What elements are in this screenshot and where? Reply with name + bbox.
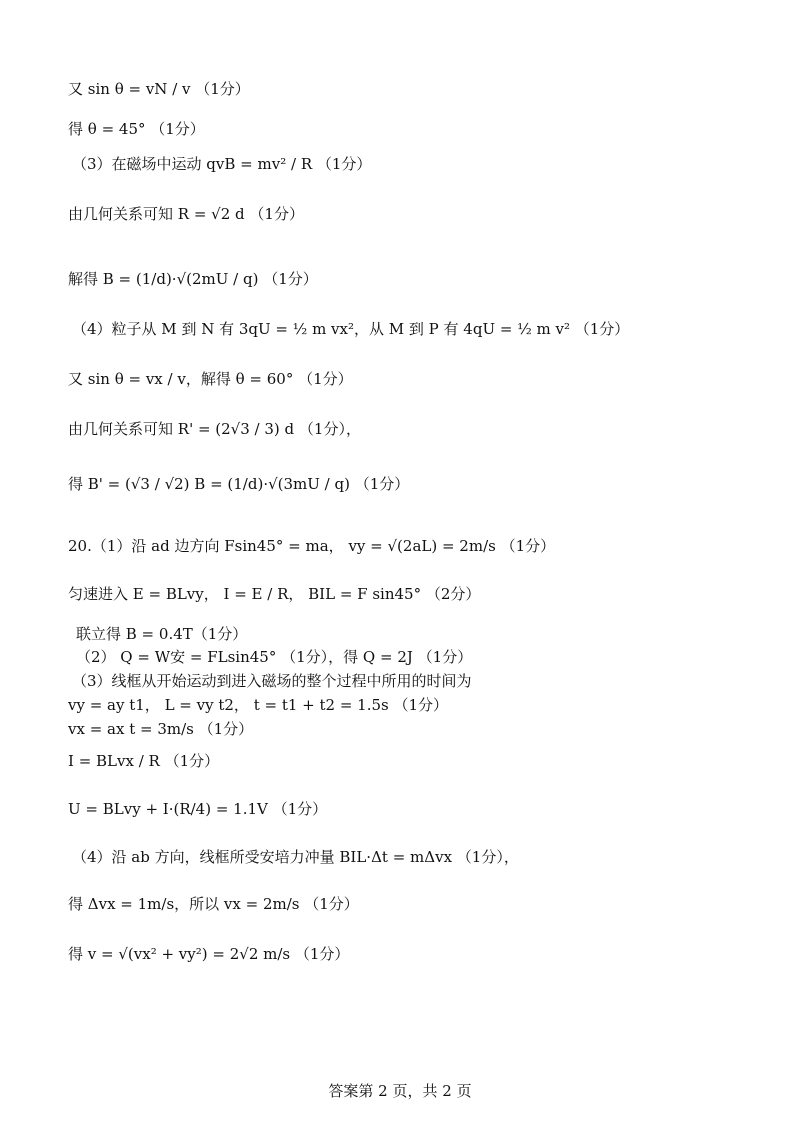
line-q20-part1: 20.（1）沿 ad 边方向 Fsin45° = ma， vy = √(2aL) = 2m/s （1分）: [68, 537, 556, 555]
line-solve-B: 解得 B = (1/d)·√(2mU / q) （1分）: [68, 270, 318, 288]
line-voltage-U: U = BLvy + I·(R/4) = 1.1V （1分）: [68, 800, 328, 818]
line-uniform-entry: 匀速进入 E = BLvy， I = E / R， BIL = F sin45° （2分）: [68, 585, 481, 603]
line-vx-3: vx = ax t = 3m/s （1分）: [68, 720, 254, 738]
line-part4-impulse: （4）沿 ab 方向，线框所受安培力冲量 BIL·Δt = mΔvx （1分），: [72, 848, 519, 866]
line-time-eqs: vy = ay t1， L = vy t2， t = t1 + t2 = 1.5s （1分）: [68, 696, 449, 714]
line-part4-energy: （4）粒子从 M 到 N 有 3qU = ½ m vx²，从 M 到 P 有 4qU = ½ m v² （1分）: [72, 320, 630, 338]
line-R-prime: 由几何关系可知 R' = (2√3 / 3) d （1分），: [68, 420, 361, 438]
line-B-prime: 得 B' = (√3 / √2) B = (1/d)·√(3mU / q) （1分）: [68, 475, 410, 493]
page-footer: 答案第 2 页，共 2 页: [328, 1082, 472, 1100]
line-sin-theta-vn: 又 sin θ = vN / v （1分）: [68, 80, 250, 98]
line-part3-motion: （3）在磁场中运动 qvB = mv² / R （1分）: [72, 155, 372, 173]
line-sin-theta-vx: 又 sin θ = vx / v，解得 θ = 60° （1分）: [68, 370, 353, 388]
line-current-I: I = BLvx / R （1分）: [68, 752, 220, 770]
line-B-result: 联立得 B = 0.4T（1分）: [76, 625, 248, 643]
line-theta-45: 得 θ = 45° （1分）: [68, 120, 205, 138]
line-delta-vx: 得 Δvx = 1m/s，所以 vx = 2m/s （1分）: [68, 895, 359, 913]
line-final-v: 得 v = √(vx² + vy²) = 2√2 m/s （1分）: [68, 945, 350, 963]
line-R-sqrt2d: 由几何关系可知 R = √2 d （1分）: [68, 205, 304, 223]
line-part2-Q: （2） Q = W安 = FLsin45° （1分），得 Q = 2J （1分）: [76, 648, 473, 666]
line-part3-intro: （3）线框从开始运动到进入磁场的整个过程中所用的时间为: [72, 672, 472, 690]
